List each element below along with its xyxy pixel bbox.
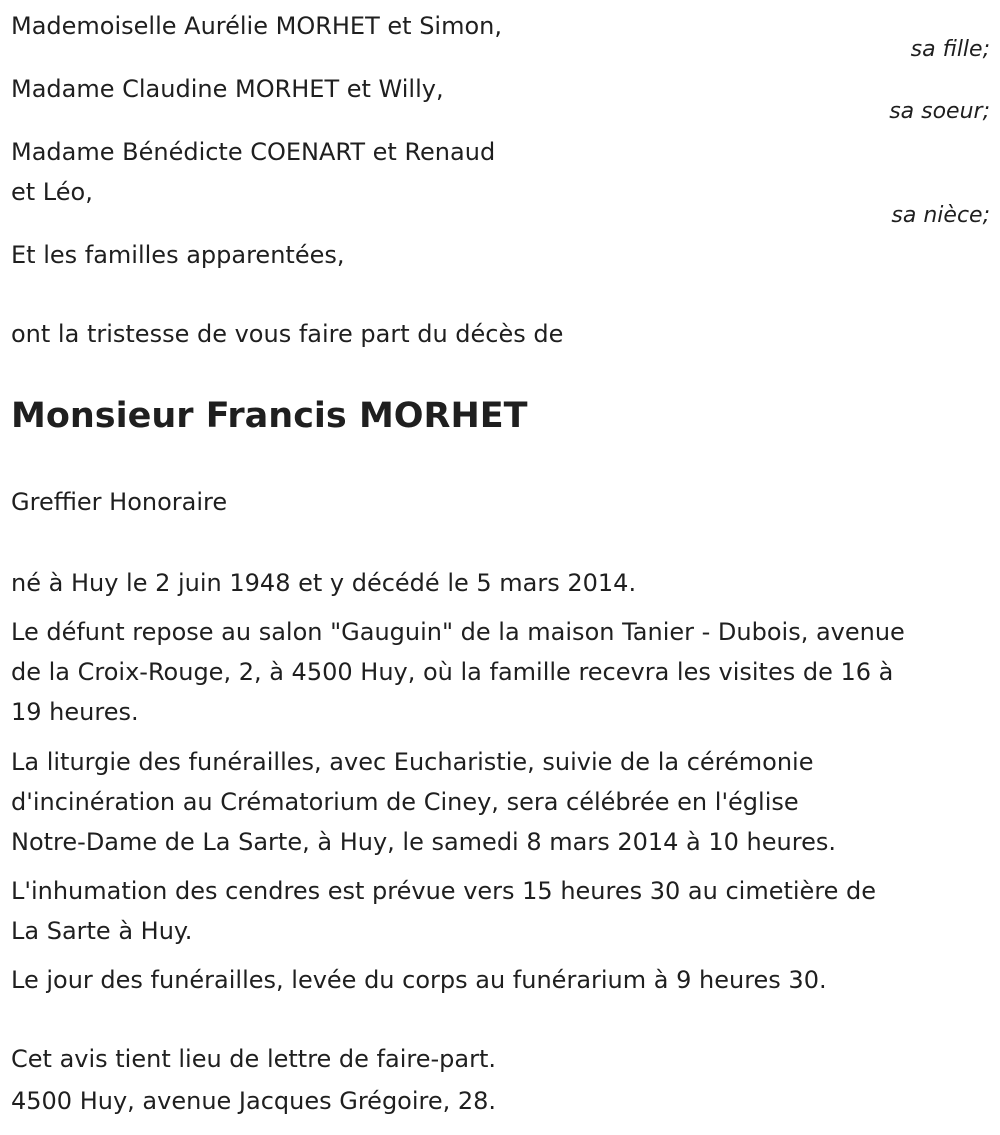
- deceased-name: Monsieur Francis MORHET: [11, 396, 528, 436]
- repose-line-3: 19 heures.: [11, 698, 139, 726]
- family-line-niece: Madame Bénédicte COENART et Renaud: [11, 138, 496, 166]
- family-line-sister: Madame Claudine MORHET et Willy,: [11, 75, 444, 103]
- family-line-niece-cont: et Léo,: [11, 178, 93, 206]
- inhumation-line-1: L'inhumation des cendres est prévue vers 15 heures 30 au cimetière de: [11, 877, 877, 905]
- repose-line-1: Le défunt repose au salon "Gauguin" de la maison Tanier - Dubois, avenue: [11, 618, 905, 646]
- deceased-title: Greffier Honoraire: [11, 488, 228, 516]
- family-line-daughter: Mademoiselle Aurélie MORHET et Simon,: [11, 12, 502, 40]
- relation-niece: sa nièce;: [891, 203, 990, 228]
- levee-text: Le jour des funérailles, levée du corps au funérarium à 9 heures 30.: [11, 966, 827, 994]
- address-text: 4500 Huy, avenue Jacques Grégoire, 28.: [11, 1087, 497, 1115]
- notice-text: Cet avis tient lieu de lettre de faire-part.: [11, 1045, 496, 1073]
- family-line-relatives: Et les familles apparentées,: [11, 241, 345, 269]
- repose-line-2: de la Croix-Rouge, 2, à 4500 Huy, où la famille recevra les visites de 16 à: [11, 658, 894, 686]
- inhumation-line-2: La Sarte à Huy.: [11, 917, 193, 945]
- birth-death-text: né à Huy le 2 juin 1948 et y décédé le 5 mars 2014.: [11, 569, 637, 597]
- liturgy-line-1: La liturgie des funérailles, avec Eucharistie, suivie de la cérémonie: [11, 748, 814, 776]
- liturgy-line-3: Notre-Dame de La Sarte, à Huy, le samedi 8 mars 2014 à 10 heures.: [11, 828, 836, 856]
- liturgy-line-2: d'incinération au Crématorium de Ciney, sera célébrée en l'église: [11, 788, 799, 816]
- relation-daughter: sa fille;: [910, 37, 990, 62]
- relation-sister: sa soeur;: [889, 99, 990, 124]
- announcement-text: ont la tristesse de vous faire part du décès de: [11, 320, 564, 348]
